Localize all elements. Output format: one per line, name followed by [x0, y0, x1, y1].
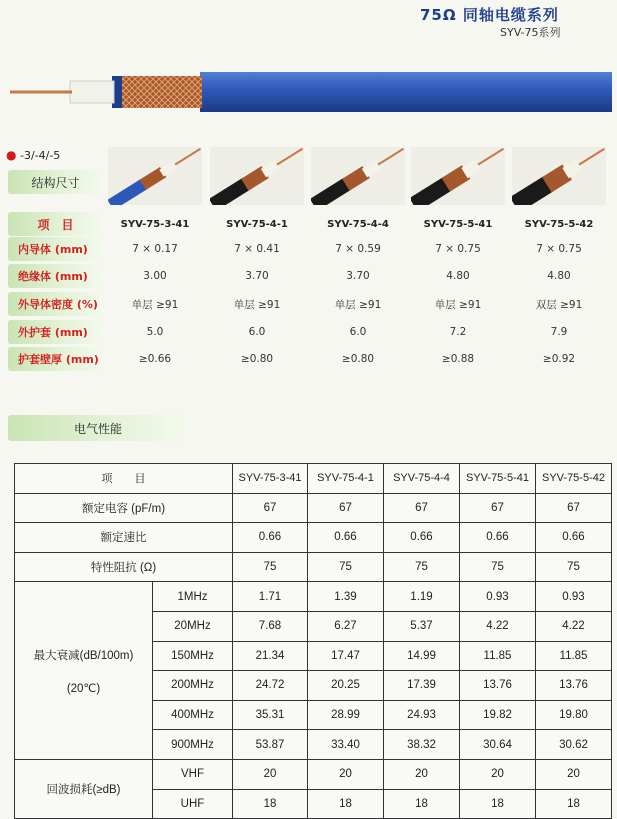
structure-model-header: SYV-75-5-41: [423, 218, 493, 230]
structure-row-label: 护套壁厚 (mm): [8, 347, 103, 371]
structure-cell: 6.0: [349, 326, 367, 338]
impedance-label: 特性阻抗 (Ω): [15, 552, 233, 582]
structure-cell: ≥0.66: [138, 353, 172, 365]
structure-cell: 5.0: [146, 326, 164, 338]
table-cell: 4.22: [460, 611, 536, 641]
structure-cell: 双层 ≥91: [535, 298, 583, 311]
band-label: UHF: [153, 789, 233, 819]
table-cell: 30.62: [536, 730, 612, 760]
structure-model-header: SYV-75-4-1: [226, 218, 288, 230]
table-cell: 67: [536, 493, 612, 523]
structure-row-label: 外导体密度 (%): [8, 292, 103, 316]
table-cell: 5.37: [384, 611, 460, 641]
table-cell: 1.19: [384, 582, 460, 612]
table-cell: 6.27: [308, 611, 384, 641]
table-cell: 19.82: [460, 700, 536, 730]
table-cell: 20: [308, 759, 384, 789]
table-cell: 13.76: [536, 671, 612, 701]
table-cell: 11.85: [460, 641, 536, 671]
table-cell: 75: [460, 552, 536, 582]
attenuation-label-line1: 最大衰减(dB/100m): [33, 649, 134, 662]
table-row: [15, 464, 612, 494]
structure-cell: 单层 ≥91: [131, 298, 179, 311]
freq-label: 150MHz: [153, 641, 233, 671]
table-cell: 0.93: [460, 582, 536, 612]
table-cell: 0.66: [308, 523, 384, 553]
structure-cell: 7 × 0.75: [435, 243, 481, 255]
attenuation-label-line2: (20℃): [66, 682, 101, 695]
structure-row-label: 绝缘体 (mm): [8, 264, 103, 288]
structure-cell: 6.0: [248, 326, 266, 338]
velocity-label: 额定速比: [15, 523, 233, 553]
structure-model-header: SYV-75-4-4: [327, 218, 389, 230]
structure-section-label: 结构尺寸: [8, 170, 103, 194]
structure-model-header: SYV-75-3-41: [120, 218, 190, 230]
table-row: [15, 523, 612, 553]
electrical-model-header: SYV-75-3-41: [233, 464, 308, 494]
structure-cell: 3.70: [346, 270, 370, 282]
table-cell: 53.87: [233, 730, 308, 760]
structure-cell: 7 × 0.17: [132, 243, 178, 255]
structure-row-label: 内导体 (mm): [8, 237, 103, 261]
table-cell: 75: [536, 552, 612, 582]
table-cell: 38.32: [384, 730, 460, 760]
table-cell: 20: [233, 759, 308, 789]
table-cell: 11.85: [536, 641, 612, 671]
table-cell: 24.93: [384, 700, 460, 730]
freq-label: 1MHz: [153, 582, 233, 612]
electrical-model-header: SYV-75-5-41: [460, 464, 536, 494]
structure-cell: 7 × 0.75: [536, 243, 582, 255]
structure-cell: 单层 ≥91: [233, 298, 281, 311]
table-cell: 0.66: [233, 523, 308, 553]
table-cell: 28.99: [308, 700, 384, 730]
table-cell: 24.72: [233, 671, 308, 701]
table-cell: 20: [460, 759, 536, 789]
table-cell: 30.64: [460, 730, 536, 760]
red-bullet-icon: ●: [6, 148, 17, 162]
structure-cell: 7 × 0.59: [335, 243, 381, 255]
table-cell: 17.39: [384, 671, 460, 701]
cable-thumbnail-4: [411, 147, 505, 205]
cable-thumbnail-1: [108, 147, 202, 205]
freq-label: 20MHz: [153, 611, 233, 641]
table-cell: 75: [384, 552, 460, 582]
structure-row-label: 外护套 (mm): [8, 320, 103, 344]
table-cell: 1.39: [308, 582, 384, 612]
table-cell: 18: [536, 789, 612, 819]
table-row: [15, 759, 612, 789]
table-cell: 33.40: [308, 730, 384, 760]
structure-item-label: 项 目: [8, 212, 103, 236]
table-cell: 1.71: [233, 582, 308, 612]
table-cell: 21.34: [233, 641, 308, 671]
table-cell: 67: [308, 493, 384, 523]
table-row: [15, 552, 612, 582]
structure-cell: ≥0.92: [542, 353, 576, 365]
electrical-item-header: 项 目: [15, 464, 233, 494]
page-subtitle: SYV-75系列: [500, 26, 561, 39]
structure-cell: 4.80: [547, 270, 571, 282]
table-cell: 18: [384, 789, 460, 819]
page-title: 75Ω 同轴电缆系列: [420, 6, 559, 24]
electrical-model-header: SYV-75-4-1: [308, 464, 384, 494]
structure-cell: ≥0.80: [240, 353, 274, 365]
table-cell: 0.66: [536, 523, 612, 553]
table-cell: 20: [384, 759, 460, 789]
table-cell: 20: [536, 759, 612, 789]
electrical-section-label: 电气性能: [8, 415, 188, 441]
table-cell: 75: [233, 552, 308, 582]
structure-cell: 7.2: [449, 326, 467, 338]
band-label: VHF: [153, 759, 233, 789]
table-cell: 19.80: [536, 700, 612, 730]
table-cell: 4.22: [536, 611, 612, 641]
cable-hero-image: [0, 58, 617, 128]
table-row: [15, 493, 612, 523]
structure-model-header: SYV-75-5-42: [524, 218, 594, 230]
cable-thumbnail-5: [512, 147, 606, 205]
table-cell: 18: [233, 789, 308, 819]
table-cell: 35.31: [233, 700, 308, 730]
table-cell: 13.76: [460, 671, 536, 701]
table-cell: 0.66: [460, 523, 536, 553]
series-tag-text: -3/-4/-5: [19, 149, 61, 162]
structure-cell: 7.9: [550, 326, 568, 338]
table-row: [15, 582, 612, 612]
electrical-model-header: SYV-75-4-4: [384, 464, 460, 494]
structure-cell: ≥0.88: [441, 353, 475, 365]
table-cell: 67: [460, 493, 536, 523]
electrical-table: [14, 463, 612, 819]
structure-cell: 3.70: [245, 270, 269, 282]
table-cell: 67: [384, 493, 460, 523]
table-cell: 17.47: [308, 641, 384, 671]
electrical-model-header: SYV-75-5-42: [536, 464, 612, 494]
structure-cell: 单层 ≥91: [334, 298, 382, 311]
attenuation-label: [15, 582, 153, 760]
table-cell: 7.68: [233, 611, 308, 641]
freq-label: 900MHz: [153, 730, 233, 760]
table-cell: 67: [233, 493, 308, 523]
return-loss-label: 回波损耗(≥dB): [15, 759, 153, 818]
table-cell: 18: [460, 789, 536, 819]
table-cell: 0.66: [384, 523, 460, 553]
table-cell: 20.25: [308, 671, 384, 701]
freq-label: 200MHz: [153, 671, 233, 701]
table-cell: 14.99: [384, 641, 460, 671]
structure-cell: 3.00: [143, 270, 167, 282]
table-cell: 75: [308, 552, 384, 582]
structure-cell: ≥0.80: [341, 353, 375, 365]
structure-cell: 单层 ≥91: [434, 298, 482, 311]
table-cell: 18: [308, 789, 384, 819]
freq-label: 400MHz: [153, 700, 233, 730]
table-cell: 0.93: [536, 582, 612, 612]
structure-cell: 4.80: [446, 270, 470, 282]
series-tag: [6, 148, 60, 162]
cable-thumbnail-2: [210, 147, 304, 205]
cable-thumbnail-3: [311, 147, 405, 205]
structure-cell: 7 × 0.41: [234, 243, 280, 255]
capacitance-label: 额定电容 (pF/m): [15, 493, 233, 523]
